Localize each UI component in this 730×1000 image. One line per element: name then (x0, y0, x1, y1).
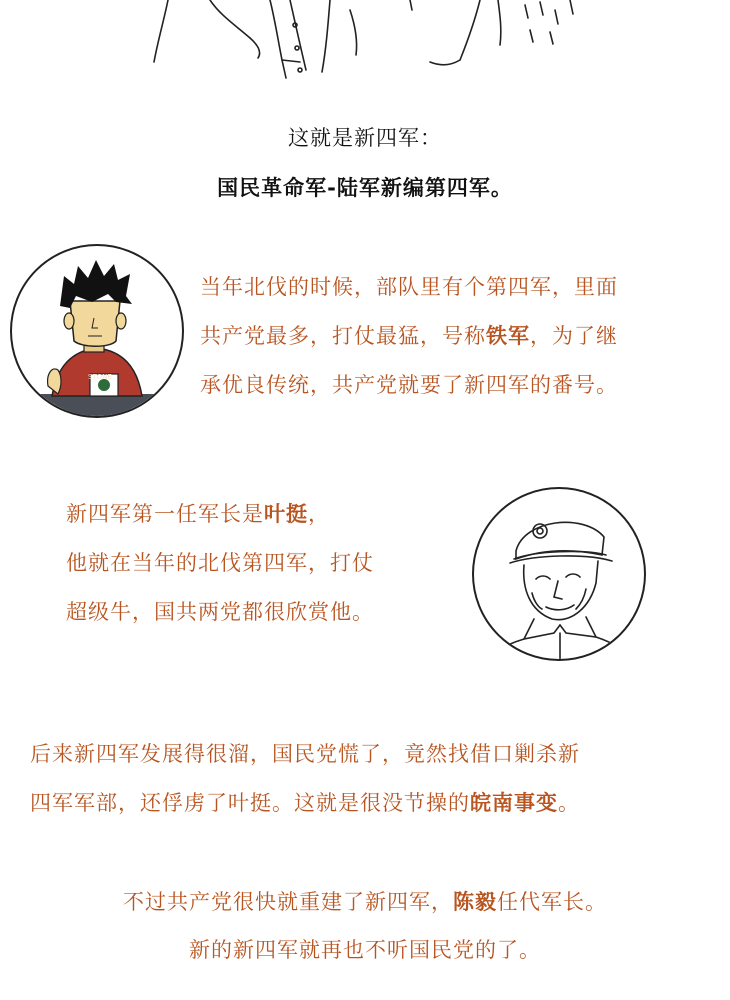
block3-line-1: 后来新四军发展得很溜，国民党慌了，竟然找借口剿杀新 (30, 742, 580, 766)
block4-line-2: 新的新四军就再也不听国民党的了。 (189, 938, 541, 962)
block2-line-2: 他就在当年的北伐第四军，打仗 (66, 551, 374, 575)
block1-line-2 (200, 320, 618, 350)
officer-portrait-illustration (472, 487, 646, 661)
block1-line-1: 当年北伐的时候，部队里有个第四军，里面 (200, 275, 618, 299)
tiejun-highlight: 铁军 (486, 324, 530, 348)
block2-line-3: 超级牛，国共两党都很欣赏他。 (66, 600, 374, 624)
block1-line-2-pre: 共产党最多，打仗最猛，号称 (200, 324, 486, 348)
ye-ting-highlight: 叶挺 (264, 502, 308, 526)
block2-line-1-pre: 新四军第一任军长是 (66, 502, 264, 526)
hoodie-cup-text: STONE (88, 373, 112, 381)
narrator-avatar-illustration (10, 244, 184, 418)
block1-line-3: 承优良传统，共产党就要了新四军的番号。 (200, 373, 618, 397)
block2-line-1 (66, 498, 330, 528)
block3-line-2-pre: 四军军部，还俘虏了叶挺。这就是很没节操的 (30, 791, 470, 815)
block4-line-1-pre: 不过共产党很快就重建了新四军， (123, 890, 453, 914)
top-sketch-illustration (150, 0, 610, 85)
wannan-incident-highlight: 皖南事变 (470, 791, 558, 815)
block3-line-2-post: 。 (558, 791, 580, 815)
chen-yi-highlight: 陈毅 (453, 890, 497, 914)
block4-line-1 (0, 886, 730, 916)
intro-line-2: 国民革命军-陆军新编第四军。 (217, 176, 513, 200)
block4-line-1-post: 任代军长。 (497, 890, 607, 914)
block2-line-1-post: ， (308, 502, 330, 526)
block3-line-2 (30, 787, 580, 817)
block1-line-2-post: ，为了继 (530, 324, 618, 348)
intro-line-1: 这就是新四军： (288, 126, 442, 150)
